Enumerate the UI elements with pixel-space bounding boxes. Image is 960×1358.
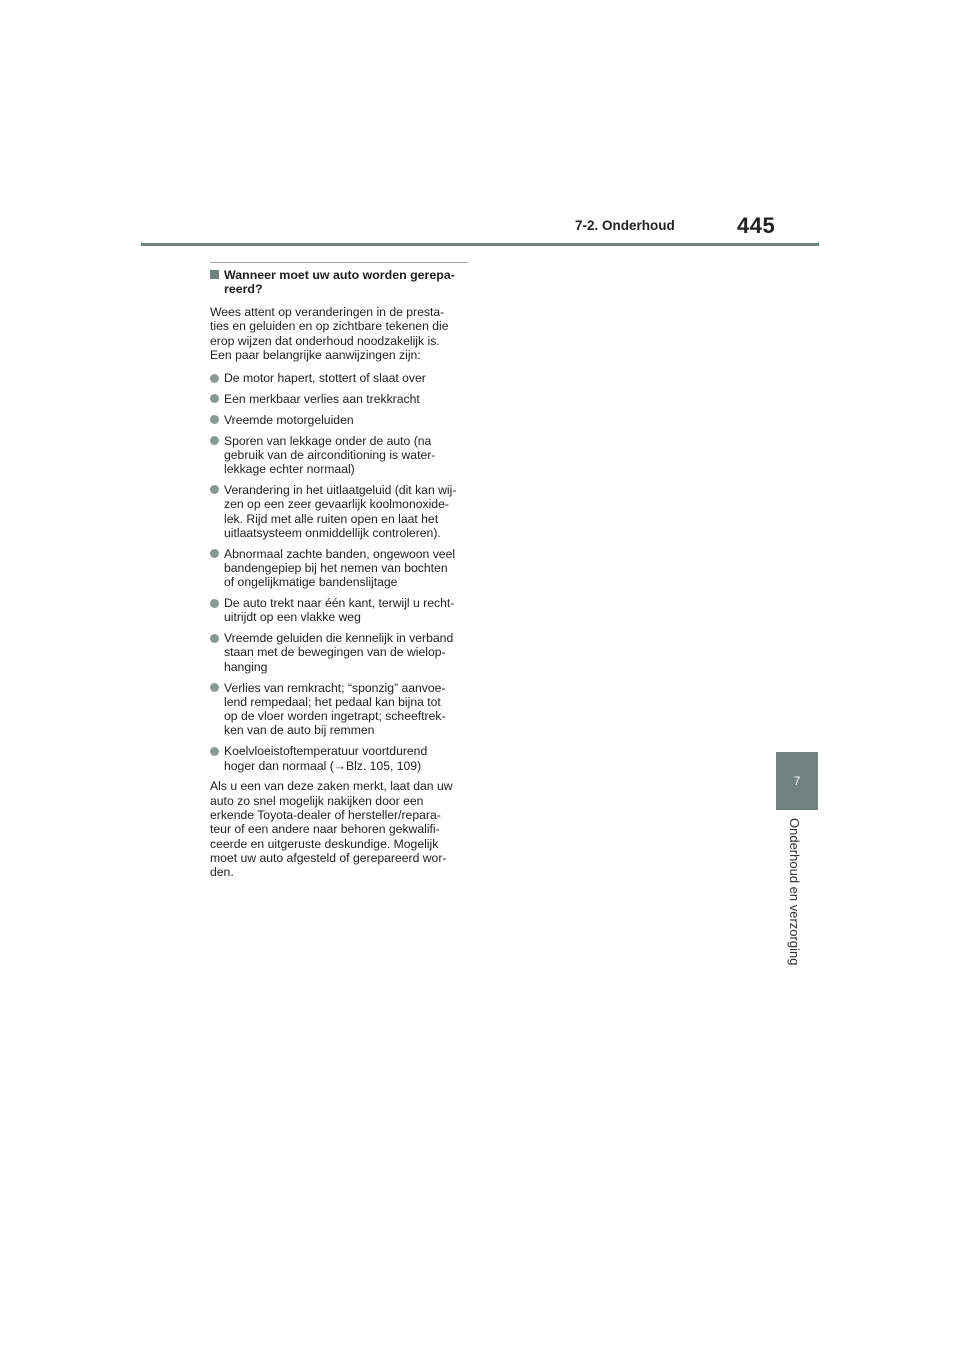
list-item: [210, 413, 468, 427]
list-item-text: De motor hapert, stottert of slaat over: [224, 371, 426, 386]
section-title: [210, 268, 468, 296]
symptom-list: [210, 371, 468, 773]
page-number: 445: [737, 213, 776, 238]
square-bullet-icon: [210, 270, 219, 279]
list-item: [210, 547, 468, 590]
list-item-text: Abnormaal zachte banden, ongewoon veel bandengepiep bij het nemen van bochten of ongelijkmatige bandenslijtage: [224, 546, 456, 590]
circle-bullet-icon: [210, 394, 219, 403]
circle-bullet-icon: [210, 374, 219, 383]
list-item-text: Een merkbaar verlies aan trekkracht: [224, 391, 420, 406]
list-item-text: Koelvloeistoftemperatuur voortdurend hoger dan normaal (→Blz. 105, 109): [224, 744, 428, 773]
list-item-text: Vreemde motorgeluiden: [224, 412, 354, 427]
list-item: [210, 681, 468, 738]
list-item: [210, 371, 468, 385]
closing-paragraph: Als u een van deze zaken merkt, laat dan uw auto zo snel mogelijk nakijken door een erkende Toyota-dealer of hersteller/repara- teur of een andere naar behoren gekwalifi- ceerde en uitgeruste deskundige. Mogelijk moet uw auto afgesteld of gerepareerd wor- den.: [210, 779, 453, 880]
list-item-text: Verandering in het uitlaatgeluid (dit kan wij- zen op een zeer gevaarlijk koolmonoxide- lek. Rijd met alle ruiten open en laat het uitlaatsysteem onmiddellijk controleren).: [224, 482, 457, 540]
list-item: [210, 596, 468, 625]
main-content: [210, 262, 468, 879]
list-item: [210, 392, 468, 406]
chapter-number: 7: [793, 774, 801, 788]
header-rule: [141, 243, 819, 246]
list-item-text: Verlies van remkracht; “sponzig” aanvoe- lend rempedaal; het pedaal kan bijna tot op de vloer worden ingetrapt; scheeftrek- ken van de auto bij remmen: [224, 680, 446, 738]
circle-bullet-icon: [210, 683, 219, 692]
section-divider: [210, 262, 468, 263]
intro-paragraph: Wees attent op veranderingen in de presta- ties en geluiden en op zichtbare tekenen die erop wijzen dat onderhoud noodzakelijk is. Een paar belangrijke aanwijzingen zijn:: [210, 305, 449, 362]
list-item: [210, 744, 468, 773]
circle-bullet-icon: [210, 634, 219, 643]
list-item: [210, 483, 468, 540]
section-heading: 7-2. Onderhoud: [575, 218, 675, 233]
list-item-text: De auto trekt naar één kant, terwijl u recht- uitrijdt op een vlakke weg: [224, 596, 455, 625]
section-title-text: Wanneer moet uw auto worden gerepa- reerd?: [224, 268, 455, 296]
chapter-tab: [776, 752, 818, 810]
chapter-title: Onderhoud en verzorging: [787, 818, 802, 966]
list-item-text: Sporen van lekkage onder de auto (na gebruik van de airconditioning is water- lekkage echter normaal): [224, 433, 436, 477]
list-item: [210, 434, 468, 477]
circle-bullet-icon: [210, 436, 219, 445]
circle-bullet-icon: [210, 747, 219, 756]
circle-bullet-icon: [210, 415, 219, 424]
list-item: [210, 631, 468, 674]
circle-bullet-icon: [210, 599, 219, 608]
circle-bullet-icon: [210, 485, 219, 494]
list-item-text: Vreemde geluiden die kennelijk in verband staan met de bewegingen van de wielop- hanging: [224, 631, 454, 674]
circle-bullet-icon: [210, 549, 219, 558]
